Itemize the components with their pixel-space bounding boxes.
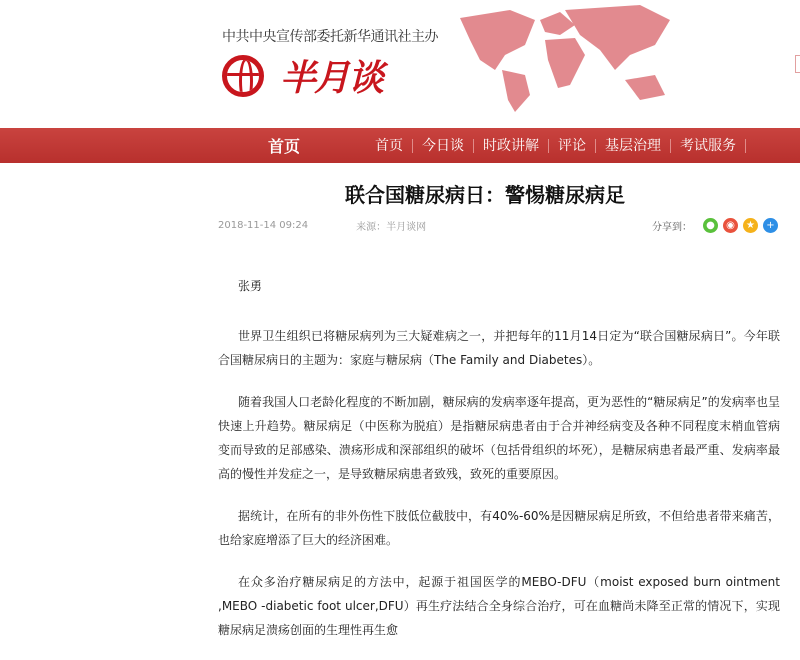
share-bar bbox=[652, 218, 778, 233]
nav-home-title[interactable]: 首页 bbox=[268, 137, 301, 156]
wechat-icon[interactable]: ● bbox=[703, 218, 718, 233]
article-meta bbox=[218, 218, 778, 233]
site-logo[interactable] bbox=[222, 50, 382, 101]
article-body bbox=[218, 274, 780, 660]
share-label: 分享到： bbox=[652, 222, 692, 233]
side-widget[interactable] bbox=[795, 55, 800, 73]
article-source: 来源：半月谈网 bbox=[356, 222, 427, 233]
main-nav bbox=[0, 128, 800, 163]
nav-item-comment[interactable]: 评论 bbox=[549, 139, 596, 153]
nav-item-today[interactable]: 今日谈 bbox=[413, 139, 474, 153]
article-title: 联合国糖尿病日：警惕糖尿病足 bbox=[345, 183, 625, 207]
world-map-decoration bbox=[440, 0, 680, 115]
paragraph: 在众多治疗糖尿病足的方法中，起源于祖国医学的MEBO-DFU（moist exposed burn ointment ,MEBO -diabetic foot ulcer,DFU）再生疗法结合全身综合治疗，可在血糖尚未降至正常的情况下，实现糖尿病足溃疡创面的生理性再生愈 bbox=[218, 575, 780, 637]
article-date: 2018-11-14 09:24 bbox=[218, 220, 309, 231]
qzone-icon[interactable]: ★ bbox=[743, 218, 758, 233]
nav-item-home[interactable]: 首页 bbox=[366, 139, 413, 153]
globe-logo-icon bbox=[222, 55, 264, 97]
weibo-icon[interactable]: ◉ bbox=[723, 218, 738, 233]
paragraph: 据统计，在所有的非外伤性下肢低位截肢中，有40%-60%是因糖尿病足所致，不但给患者带来痛苦，也给家庭增添了巨大的经济困难。 bbox=[218, 509, 780, 547]
more-icon[interactable]: + bbox=[763, 218, 778, 233]
logo-text: 半月谈 bbox=[280, 58, 383, 99]
paragraph: 随着我国人口老龄化程度的不断加剧，糖尿病的发病率逐年提高，更为恶性的“糖尿病足”的发病率也呈快速上升趋势。糖尿病足（中医称为脱疽）是指糖尿病患者由于合并神经病变及各种不同程度末梢血管病变而导致的足部感染、溃疡形成和深部组织的破坏（包括骨组织的坏死），是糖尿病患者最严重、发病率最高的慢性并发症之一，是导致糖尿病患者致残，致死的重要原因。 bbox=[218, 395, 780, 481]
nav-item-governance[interactable]: 基层治理 bbox=[596, 139, 671, 153]
slogan: 中共中央宣传部委托新华通讯社主办 bbox=[222, 29, 438, 45]
article-author: 张勇 bbox=[238, 279, 263, 293]
nav-item-politics[interactable]: 时政讲解 bbox=[474, 139, 549, 153]
nav-item-exam[interactable]: 考试服务 bbox=[671, 139, 746, 153]
paragraph: 世界卫生组织已将糖尿病列为三大疑难病之一，并把每年的11月14日定为“联合国糖尿病日”。今年联合国糖尿病日的主题为：家庭与糖尿病（The Family and Diabetes）。 bbox=[218, 329, 780, 367]
site-header bbox=[0, 0, 800, 128]
